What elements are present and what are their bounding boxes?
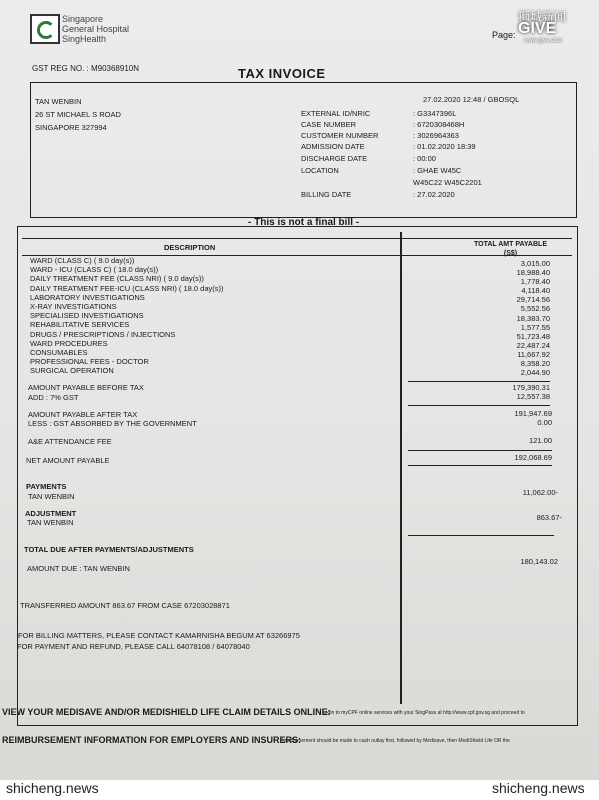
detail-value: W45C22 W45C2201 [413,178,482,187]
after-tax-rule [408,405,550,406]
line-item-amount: 11,667.92 [517,349,550,359]
line-item-label: PROFESSIONAL FEES - DOCTOR [30,357,149,367]
ae-fee-label: A&E ATTENDANCE FEE [28,437,112,446]
gst-absorbed-amount: 0.00 [537,418,552,427]
line-item-label: DAILY TREATMENT FEE-ICU (CLASS NRI) ( 18.0 day(s)) [30,283,224,293]
patient-address2: SINGAPORE 327994 [35,123,107,132]
gst-reg-no: GST REG NO. : M90368910N [32,64,140,73]
line-item-label: X-RAY INVESTIGATIONS [30,302,117,312]
detail-value: : 27.02.2020 [413,190,455,199]
line-item-amount: 3,015.00 [520,259,550,268]
detail-label: BILLING DATE [301,190,352,199]
detail-value: : GHAE W45C [413,166,462,175]
billing-contact: FOR BILLING MATTERS, PLEASE CONTACT KAMARNISHA BEGUM AT 63266975 [18,631,300,640]
item-descriptions [30,256,224,376]
payments-amount: 11,062.00- [522,488,558,497]
line-item-amount: 29,714.56 [516,295,550,305]
patient-name: TAN WENBIN [35,97,82,106]
description-header: DESCRIPTION [164,243,216,252]
payments-name: TAN WENBIN [28,492,75,501]
net-payable-label: NET AMOUNT PAYABLE [26,456,110,465]
net-rule [408,450,552,451]
not-final-bill-notice: - This is not a final bill - [248,217,360,228]
detail-label: CASE NUMBER [301,120,357,129]
line-item-amount: 2,044.90 [520,368,550,378]
column-divider [400,232,402,704]
before-tax-amount: 179,390.31 [512,383,550,392]
total-header-line2: (S$) [503,250,518,257]
line-item-amount: 8,358.20 [520,359,550,369]
payments-label: PAYMENTS [26,482,67,491]
watermark-cn: 狮城新闻 [518,10,567,24]
hospital-line1: Singapore [62,14,104,24]
footer-reimbursement-heading: REIMBURSEMENT INFORMATION FOR EMPLOYERS AND INSURERS: [2,735,302,745]
line-item-label: LABORATORY INVESTIGATIONS [30,292,145,302]
watermark-brand: GIVE [518,20,557,37]
detail-value: : 6720308468H [413,120,465,129]
watermark-bottom-left: shicheng.news [6,780,99,796]
item-amounts [480,259,550,377]
hospital-line2: General Hospital [62,24,130,34]
line-item-amount: 18,988.40 [516,268,550,278]
patient-address1: 26 ST MICHAEL S ROAD [35,110,121,119]
line-item-amount: 18,383.70 [516,313,550,323]
line-item-label: WARD - ICU (CLASS C) ( 18.0 day(s)) [30,265,159,275]
line-item-amount: 5,552.56 [520,304,550,314]
hospital-line3: SingHealth [62,34,107,44]
line-item-label: REHABILITATIVE SERVICES [30,320,130,330]
line-item-amount: 1,577.55 [520,322,550,332]
watermark-bottom-right: shicheng.news [492,780,585,796]
gst-absorbed-label: LESS : GST ABSORBED BY THE GOVERNMENT [28,419,197,428]
adjustment-rule [408,535,554,536]
footer-medisave-text: Login to myCPF online services with your SingPass at http://www.cpf.gov.sg and proceed to [322,710,525,716]
net-payable-amount: 192,068.69 [514,453,552,462]
detail-label: CUSTOMER NUMBER [301,131,379,140]
after-tax-label: AMOUNT PAYABLE AFTER TAX [28,410,138,419]
line-item-amount: 51,723.48 [516,331,550,341]
table-top-rule [22,238,572,239]
patient-details-box [30,82,577,218]
line-item-amount: 22,487.24 [516,340,550,350]
line-item-amount: 1,778.40 [520,277,550,287]
before-tax-label: AMOUNT PAYABLE BEFORE TAX [28,383,144,392]
total-header [474,240,547,258]
amount-due-value: 180,143.02 [520,557,558,566]
total-due-label: TOTAL DUE AFTER PAYMENTS/ADJUSTMENTS [24,545,194,554]
detail-label: LOCATION [301,166,339,175]
net-bottom-rule [408,465,552,466]
watermark-url: www.give.asia [524,38,563,44]
line-item-label: SPECIALISED INVESTIGATIONS [30,311,144,321]
line-item-amount: 4,118.40 [521,286,550,296]
payment-contact: FOR PAYMENT AND REFUND, PLEASE CALL 64078108 / 64078040 [17,642,250,651]
detail-label: EXTERNAL ID/NRIC [301,109,371,118]
adjustment-label: ADJUSTMENT [25,509,77,518]
transferred-amount: TRANSFERRED AMOUNT 863.67 FROM CASE 67203028871 [20,601,230,610]
adjustment-name: TAN WENBIN [27,518,74,527]
footer-reimbursement-text: Reimbursement should be made to cash outlay first, followed by Medisave, then MediShield Life OR the [280,738,510,744]
gst-amount: 12,557.38 [516,392,550,401]
hospital-logo-icon [30,14,60,44]
ae-fee-amount: 121.00 [529,436,552,445]
line-item-label: SURGICAL OPERATION [30,366,114,376]
total-header-line1: TOTAL AMT PAYABLE [474,241,547,248]
after-tax-amount: 191,947.69 [514,409,552,418]
detail-value: : 00:00 [413,154,436,163]
line-item-label: DAILY TREATMENT FEE (CLASS NRI) ( 9.0 day(s)) [30,274,204,284]
line-item-label: DRUGS / PRESCRIPTIONS / INJECTIONS [30,329,176,339]
footer-medisave-heading: VIEW YOUR MEDISAVE AND/OR MEDISHIELD LIFE CLAIM DETAILS ONLINE: [2,707,331,717]
adjustment-amount: 863.67- [536,513,562,522]
gst-label: ADD : 7% GST [28,393,79,402]
detail-value: : G3347396L [413,109,457,118]
detail-value: : 3026964363 [413,131,459,140]
detail-label: ADMISSION DATE [301,142,365,151]
invoice-title: TAX INVOICE [238,66,326,81]
subtotal-rule [408,381,550,382]
amount-due-label: AMOUNT DUE : TAN WENBIN [27,564,130,573]
line-item-label: CONSUMABLES [30,348,88,358]
hospital-name [62,14,129,44]
line-item-label: WARD (CLASS C) ( 9.0 day(s)) [30,256,135,265]
detail-value: : 01.02.2020 18:39 [413,142,476,151]
detail-label: DISCHARGE DATE [301,154,368,163]
line-item-label: WARD PROCEDURES [30,338,108,348]
print-timestamp: 27.02.2020 12:48 / GBOSQL [423,95,520,104]
page-label: Page: [492,30,516,40]
